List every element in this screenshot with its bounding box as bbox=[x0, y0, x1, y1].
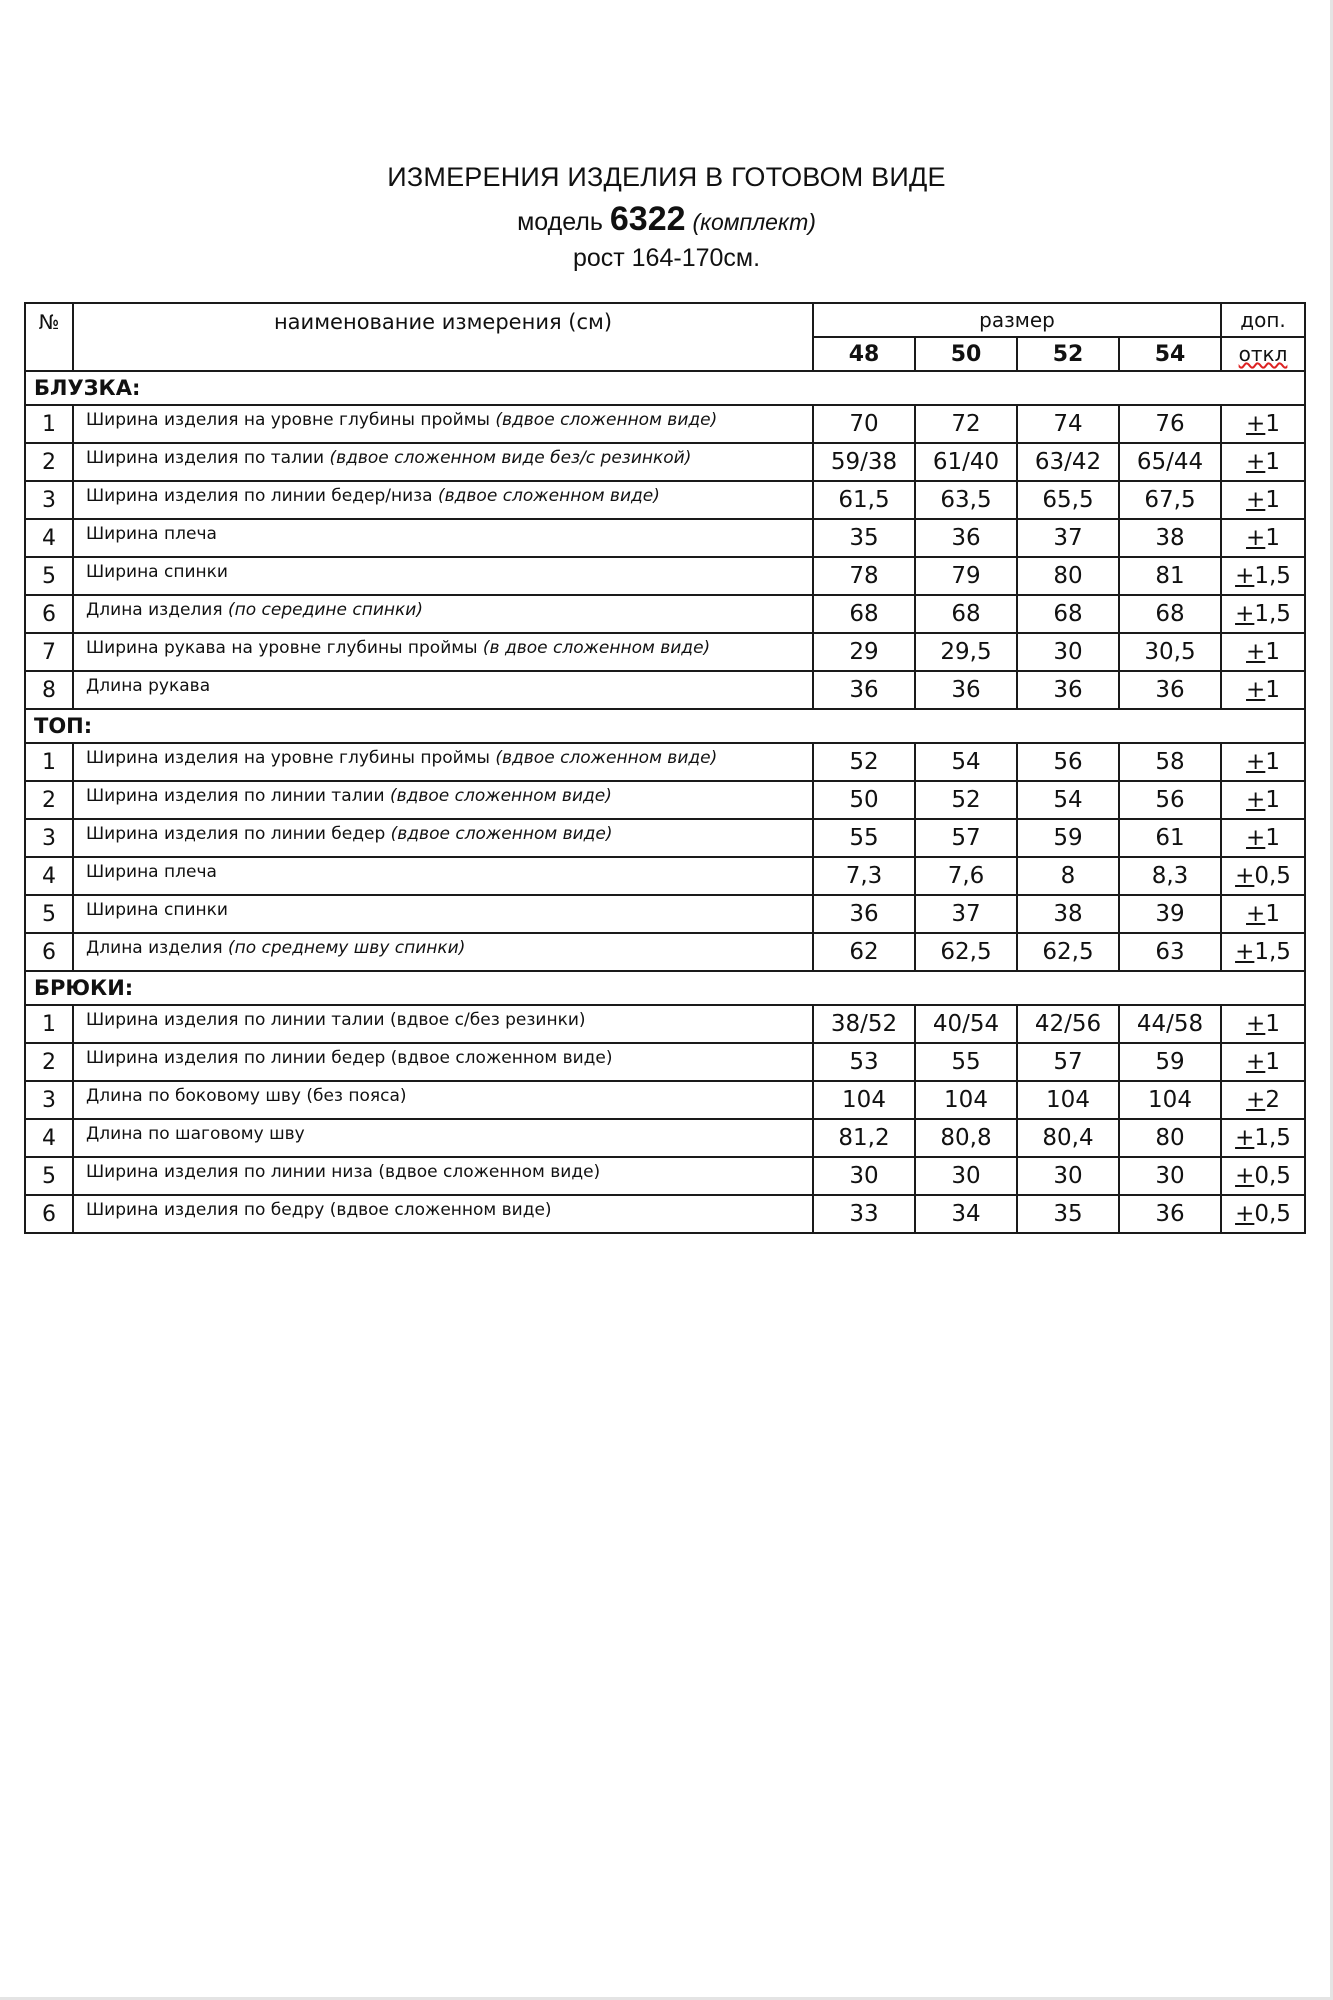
size-value: 38/52 bbox=[813, 1005, 915, 1043]
tolerance-value: +1 bbox=[1221, 405, 1305, 443]
table-row bbox=[25, 857, 1305, 895]
tolerance-value: +1,5 bbox=[1221, 1119, 1305, 1157]
measurement-label: Ширина рукава на уровне глубины проймы bbox=[86, 638, 483, 658]
table-header-row-1 bbox=[25, 303, 1305, 337]
measurement-name bbox=[73, 443, 813, 481]
plus-minus-sign: + bbox=[1235, 939, 1255, 965]
size-value: 104 bbox=[915, 1081, 1017, 1119]
measurement-name bbox=[73, 633, 813, 671]
size-value: 30 bbox=[915, 1157, 1017, 1195]
size-value: 104 bbox=[813, 1081, 915, 1119]
table-row bbox=[25, 1195, 1305, 1233]
size-value: 8,3 bbox=[1119, 857, 1221, 895]
measurement-label: Ширина изделия по линии талии (вдвое с/без резинки) bbox=[86, 1010, 586, 1030]
tolerance-value: +1 bbox=[1221, 633, 1305, 671]
size-value: 36 bbox=[915, 519, 1017, 557]
size-value: 104 bbox=[1017, 1081, 1119, 1119]
row-number: 6 bbox=[25, 933, 73, 971]
section-title: БЛУЗКА: bbox=[25, 371, 1305, 405]
size-value: 7,3 bbox=[813, 857, 915, 895]
measurement-label: Длина по боковому шву (без пояса) bbox=[86, 1086, 407, 1106]
measurement-name bbox=[73, 1005, 813, 1043]
measurement-label: Ширина изделия по бедру (вдвое сложенном виде) bbox=[86, 1200, 552, 1220]
tolerance-value: +1 bbox=[1221, 743, 1305, 781]
size-value: 30 bbox=[1017, 1157, 1119, 1195]
size-value: 30 bbox=[1119, 1157, 1221, 1195]
size-value: 37 bbox=[915, 895, 1017, 933]
plus-minus-sign: + bbox=[1246, 487, 1266, 513]
measurement-label: Длина рукава bbox=[86, 676, 211, 696]
size-value: 62 bbox=[813, 933, 915, 971]
size-value: 79 bbox=[915, 557, 1017, 595]
table-row bbox=[25, 1157, 1305, 1195]
row-number: 6 bbox=[25, 595, 73, 633]
tolerance-value: +0,5 bbox=[1221, 1157, 1305, 1195]
model-number: 6322 bbox=[609, 200, 686, 238]
size-value: 65,5 bbox=[1017, 481, 1119, 519]
measurement-label: Ширина изделия по линии бедер/низа bbox=[86, 486, 438, 506]
tolerance-value: +1 bbox=[1221, 443, 1305, 481]
measurement-label: Ширина спинки bbox=[86, 562, 228, 582]
size-value: 30 bbox=[813, 1157, 915, 1195]
tolerance-value: +0,5 bbox=[1221, 857, 1305, 895]
header-measurement-name: наименование измерения (см) bbox=[73, 303, 813, 371]
size-value: 81 bbox=[1119, 557, 1221, 595]
measurement-note: (вдвое сложенном виде) bbox=[390, 824, 613, 844]
height-line: рост 164-170см. bbox=[572, 244, 761, 272]
section-row bbox=[25, 971, 1305, 1005]
tolerance-value: +0,5 bbox=[1221, 1195, 1305, 1233]
size-value: 63,5 bbox=[915, 481, 1017, 519]
measurement-label: Длина по шаговому шву bbox=[86, 1124, 305, 1144]
measurement-label: Длина изделия bbox=[86, 600, 228, 620]
tolerance-value: +1 bbox=[1221, 895, 1305, 933]
size-value: 52 bbox=[813, 743, 915, 781]
size-value: 81,2 bbox=[813, 1119, 915, 1157]
measurement-name bbox=[73, 895, 813, 933]
measurement-note: (вдвое сложенном виде) bbox=[438, 486, 660, 506]
size-value: 36 bbox=[1017, 671, 1119, 709]
tolerance-value: +1,5 bbox=[1221, 933, 1305, 971]
row-number: 1 bbox=[25, 405, 73, 443]
size-value: 56 bbox=[1119, 781, 1221, 819]
plus-minus-sign: + bbox=[1246, 411, 1266, 437]
size-value: 57 bbox=[1017, 1043, 1119, 1081]
size-value: 30 bbox=[1017, 633, 1119, 671]
tolerance-value: +1 bbox=[1221, 1005, 1305, 1043]
model-note: (комплект) bbox=[692, 209, 816, 235]
size-value: 61,5 bbox=[813, 481, 915, 519]
measurement-name bbox=[73, 781, 813, 819]
measurement-name bbox=[73, 1119, 813, 1157]
table-row bbox=[25, 557, 1305, 595]
row-number: 4 bbox=[25, 1119, 73, 1157]
table-row bbox=[25, 595, 1305, 633]
size-value: 55 bbox=[813, 819, 915, 857]
size-value: 50 bbox=[813, 781, 915, 819]
size-value: 36 bbox=[813, 895, 915, 933]
measurement-name bbox=[73, 519, 813, 557]
size-value: 80 bbox=[1119, 1119, 1221, 1157]
size-value: 58 bbox=[1119, 743, 1221, 781]
row-number: 4 bbox=[25, 519, 73, 557]
size-value: 39 bbox=[1119, 895, 1221, 933]
size-value: 42/56 bbox=[1017, 1005, 1119, 1043]
table-row bbox=[25, 781, 1305, 819]
table-row bbox=[25, 743, 1305, 781]
size-value: 34 bbox=[915, 1195, 1017, 1233]
size-value: 52 bbox=[915, 781, 1017, 819]
measurement-note: (в двое сложенном виде) bbox=[482, 638, 711, 658]
measurement-note: (по среднему шву спинки) bbox=[227, 938, 466, 958]
measurement-note: (вдвое сложенном виде без/с резинкой) bbox=[329, 448, 692, 468]
tolerance-value: +1 bbox=[1221, 519, 1305, 557]
measurement-name bbox=[73, 481, 813, 519]
table-row bbox=[25, 933, 1305, 971]
table-row bbox=[25, 1081, 1305, 1119]
size-value: 63/42 bbox=[1017, 443, 1119, 481]
measurement-label: Ширина спинки bbox=[86, 900, 228, 920]
size-value: 55 bbox=[915, 1043, 1017, 1081]
row-number: 3 bbox=[25, 1081, 73, 1119]
size-value: 68 bbox=[915, 595, 1017, 633]
size-value: 65/44 bbox=[1119, 443, 1221, 481]
plus-minus-sign: + bbox=[1235, 1201, 1255, 1227]
table-row bbox=[25, 819, 1305, 857]
row-number: 5 bbox=[25, 557, 73, 595]
size-value: 59/38 bbox=[813, 443, 915, 481]
size-value: 80 bbox=[1017, 557, 1119, 595]
tolerance-value: +1 bbox=[1221, 819, 1305, 857]
size-value: 40/54 bbox=[915, 1005, 1017, 1043]
size-value: 7,6 bbox=[915, 857, 1017, 895]
size-value: 62,5 bbox=[1017, 933, 1119, 971]
measurement-name bbox=[73, 1157, 813, 1195]
header-tolerance-label: откл bbox=[1238, 342, 1288, 366]
row-number: 2 bbox=[25, 1043, 73, 1081]
tolerance-value: +1,5 bbox=[1221, 595, 1305, 633]
size-value: 35 bbox=[813, 519, 915, 557]
measurement-label: Ширина изделия по линии бедер bbox=[86, 824, 391, 844]
measurement-name bbox=[73, 595, 813, 633]
plus-minus-sign: + bbox=[1235, 601, 1255, 627]
table-row bbox=[25, 405, 1305, 443]
row-number: 4 bbox=[25, 857, 73, 895]
measurement-label: Ширина изделия по линии бедер (вдвое сложенном виде) bbox=[86, 1048, 613, 1068]
size-value: 33 bbox=[813, 1195, 915, 1233]
header-size-52: 52 bbox=[1017, 337, 1119, 371]
row-number: 1 bbox=[25, 743, 73, 781]
section-title: ТОП: bbox=[25, 709, 1305, 743]
size-value: 59 bbox=[1017, 819, 1119, 857]
model-line bbox=[0, 200, 1333, 239]
measurement-name bbox=[73, 857, 813, 895]
measurement-name bbox=[73, 1195, 813, 1233]
measurement-label: Ширина изделия на уровне глубины проймы bbox=[86, 410, 496, 430]
section-row bbox=[25, 371, 1305, 405]
measurement-note: (вдвое сложенном виде) bbox=[389, 786, 612, 806]
size-value: 62,5 bbox=[915, 933, 1017, 971]
size-value: 35 bbox=[1017, 1195, 1119, 1233]
row-number: 6 bbox=[25, 1195, 73, 1233]
tolerance-value: +1,5 bbox=[1221, 557, 1305, 595]
row-number: 1 bbox=[25, 1005, 73, 1043]
header-tolerance-bottom bbox=[1221, 337, 1305, 371]
row-number: 8 bbox=[25, 671, 73, 709]
header-number: № bbox=[25, 303, 73, 371]
measurement-name bbox=[73, 743, 813, 781]
table-row bbox=[25, 633, 1305, 671]
size-value: 38 bbox=[1119, 519, 1221, 557]
size-value: 29,5 bbox=[915, 633, 1017, 671]
size-value: 68 bbox=[1119, 595, 1221, 633]
document-title: ИЗМЕРЕНИЯ ИЗДЕЛИЯ В ГОТОВОМ ВИДЕ bbox=[387, 162, 946, 192]
measurement-label: Ширина плеча bbox=[86, 862, 217, 882]
size-value: 56 bbox=[1017, 743, 1119, 781]
measurement-name bbox=[73, 671, 813, 709]
measurement-name bbox=[73, 1043, 813, 1081]
table-row bbox=[25, 443, 1305, 481]
size-value: 80,8 bbox=[915, 1119, 1017, 1157]
header-size-54: 54 bbox=[1119, 337, 1221, 371]
size-value: 8 bbox=[1017, 857, 1119, 895]
measurement-name bbox=[73, 1081, 813, 1119]
table-row bbox=[25, 1005, 1305, 1043]
plus-minus-sign: + bbox=[1235, 1125, 1255, 1151]
header-size-50: 50 bbox=[915, 337, 1017, 371]
table-row bbox=[25, 671, 1305, 709]
tolerance-value: +1 bbox=[1221, 671, 1305, 709]
row-number: 3 bbox=[25, 481, 73, 519]
size-value: 53 bbox=[813, 1043, 915, 1081]
measurement-name bbox=[73, 557, 813, 595]
table-row bbox=[25, 895, 1305, 933]
measurement-note: (вдвое сложенном виде) bbox=[495, 748, 718, 768]
measurement-note: (вдвое сложенном виде) bbox=[495, 410, 718, 430]
section-row bbox=[25, 709, 1305, 743]
size-value: 104 bbox=[1119, 1081, 1221, 1119]
size-value: 68 bbox=[1017, 595, 1119, 633]
plus-minus-sign: + bbox=[1235, 863, 1255, 889]
size-value: 67,5 bbox=[1119, 481, 1221, 519]
size-value: 30,5 bbox=[1119, 633, 1221, 671]
size-value: 61/40 bbox=[915, 443, 1017, 481]
measurement-note: (по середине спинки) bbox=[227, 600, 423, 620]
size-value: 80,4 bbox=[1017, 1119, 1119, 1157]
plus-minus-sign: + bbox=[1246, 677, 1266, 703]
row-number: 2 bbox=[25, 781, 73, 819]
tolerance-value: +1 bbox=[1221, 1043, 1305, 1081]
plus-minus-sign: + bbox=[1246, 901, 1266, 927]
size-value: 54 bbox=[1017, 781, 1119, 819]
plus-minus-sign: + bbox=[1246, 449, 1266, 475]
table-row bbox=[25, 1043, 1305, 1081]
measurement-name bbox=[73, 819, 813, 857]
size-value: 37 bbox=[1017, 519, 1119, 557]
plus-minus-sign: + bbox=[1246, 525, 1266, 551]
plus-minus-sign: + bbox=[1235, 563, 1255, 589]
size-value: 61 bbox=[1119, 819, 1221, 857]
header-size-48: 48 bbox=[813, 337, 915, 371]
size-value: 57 bbox=[915, 819, 1017, 857]
measurement-label: Ширина изделия по линии талии bbox=[86, 786, 390, 806]
size-value: 72 bbox=[915, 405, 1017, 443]
plus-minus-sign: + bbox=[1246, 825, 1266, 851]
size-value: 36 bbox=[1119, 671, 1221, 709]
plus-minus-sign: + bbox=[1246, 1011, 1266, 1037]
table-row bbox=[25, 519, 1305, 557]
size-value: 36 bbox=[813, 671, 915, 709]
model-prefix: модель bbox=[517, 208, 603, 236]
size-value: 78 bbox=[813, 557, 915, 595]
row-number: 7 bbox=[25, 633, 73, 671]
row-number: 2 bbox=[25, 443, 73, 481]
tolerance-value: +2 bbox=[1221, 1081, 1305, 1119]
measurement-label: Ширина изделия по линии низа (вдвое сложенном виде) bbox=[86, 1162, 601, 1182]
size-value: 36 bbox=[1119, 1195, 1221, 1233]
row-number: 5 bbox=[25, 895, 73, 933]
measurement-label: Ширина плеча bbox=[86, 524, 217, 544]
size-value: 29 bbox=[813, 633, 915, 671]
measurement-label: Ширина изделия на уровне глубины проймы bbox=[86, 748, 496, 768]
size-value: 70 bbox=[813, 405, 915, 443]
tolerance-value: +1 bbox=[1221, 781, 1305, 819]
measurement-name bbox=[73, 405, 813, 443]
size-value: 63 bbox=[1119, 933, 1221, 971]
measurement-name bbox=[73, 933, 813, 971]
header-size: размер bbox=[813, 303, 1221, 337]
plus-minus-sign: + bbox=[1246, 639, 1266, 665]
size-value: 74 bbox=[1017, 405, 1119, 443]
header-tolerance-top: доп. bbox=[1221, 303, 1305, 337]
size-value: 36 bbox=[915, 671, 1017, 709]
size-value: 68 bbox=[813, 595, 915, 633]
size-value: 59 bbox=[1119, 1043, 1221, 1081]
size-value: 76 bbox=[1119, 405, 1221, 443]
plus-minus-sign: + bbox=[1235, 1163, 1255, 1189]
measurement-label: Длина изделия bbox=[86, 938, 228, 958]
size-value: 38 bbox=[1017, 895, 1119, 933]
size-value: 54 bbox=[915, 743, 1017, 781]
table-row bbox=[25, 1119, 1305, 1157]
measurement-label: Ширина изделия по талии bbox=[86, 448, 330, 468]
section-title: БРЮКИ: bbox=[25, 971, 1305, 1005]
size-value: 44/58 bbox=[1119, 1005, 1221, 1043]
row-number: 5 bbox=[25, 1157, 73, 1195]
measurements-table bbox=[24, 302, 1306, 1234]
row-number: 3 bbox=[25, 819, 73, 857]
tolerance-value: +1 bbox=[1221, 481, 1305, 519]
plus-minus-sign: + bbox=[1246, 1049, 1266, 1075]
plus-minus-sign: + bbox=[1246, 1087, 1266, 1113]
plus-minus-sign: + bbox=[1246, 749, 1266, 775]
table-row bbox=[25, 481, 1305, 519]
plus-minus-sign: + bbox=[1246, 787, 1266, 813]
